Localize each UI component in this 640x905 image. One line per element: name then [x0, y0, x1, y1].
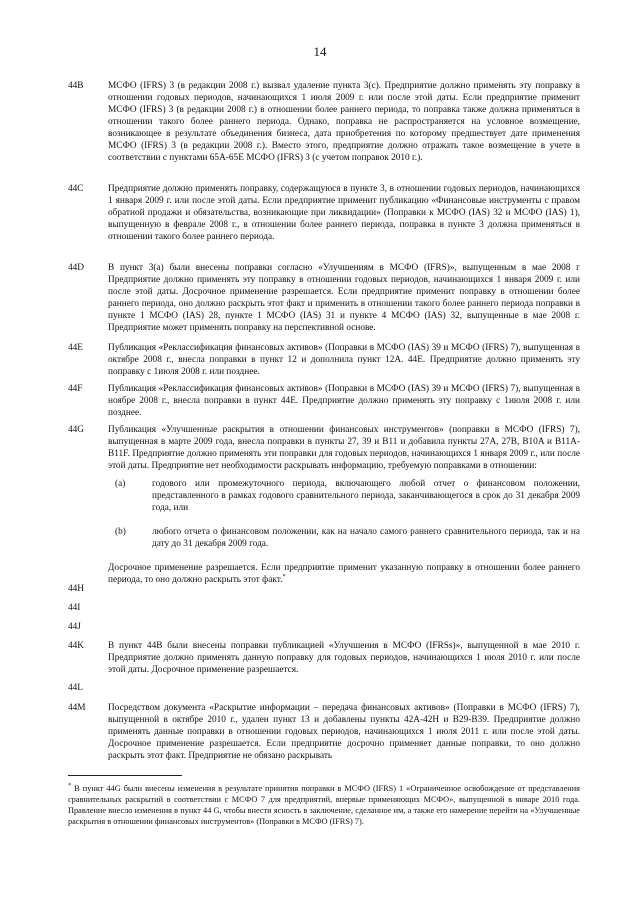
paragraph-text: Посредством документа «Раскрытие информации – передача финансовых активов» (Поправки в МСФО (IFRS) 7), выпущенной в октябре 2010 г., удален пункт 13 и добавлены пункты 42A-42H и B29-B39. Предприятие должно применять данные поправки в отношении годовых периодов, начинающихся 1 июля 2011 г. или после этой даты. Досрочное применение разрешается. Если предприятие досрочно применяет данные поправки, то оно должно раскрыть этот факт. Предприятие не обязано раскрывать — [108, 703, 580, 761]
paragraph-number: 44J — [68, 622, 81, 632]
paragraph-number: 44I — [68, 603, 81, 613]
paragraph-44e — [68, 342, 580, 378]
paragraph-44m — [68, 702, 580, 762]
paragraph-text: Предприятие должно применять поправку, содержащуюся в пункте 3, в отношении годовых периодов, начинающихся 1 января 2009 г. или после этой даты. Если предприятие применит публикацию «Финансовые инструменты с правом обратной продажи и обязательства, возникающие при ликвидации» (Поправки к МСФО (IAS) 32 и МСФО (IAS) 1), выпущенную в феврале 2008 г., в отношении более раннего периода, поправка в пункте 3 должна применяться в отношении такого более раннего периода. — [108, 184, 580, 242]
paragraph-44d — [68, 262, 580, 334]
list-item-text: годового или промежуточного периода, включающего любой отчет о финансовом положении, представленного в рамках годового сравнительного периода, заканчивающегося в срок до 31 декабря 2009 года, или — [152, 479, 580, 513]
paragraph-number: 44F — [68, 384, 83, 394]
paragraph-number: 44E — [68, 343, 83, 353]
paragraph-number: 44L — [68, 683, 83, 693]
paragraph-text: Публикация «Реклассификация финансовых активов» (Поправки в МСФО (IAS) 39 и МСФО (IFRS) 7), выпущенная в октябре 2008 г., внесла поправки в пункт 12 и дополнила пункт 12A. 44E. Предприятие должно применять эту поправку с 1июля 2008 г. или позднее. — [108, 343, 580, 377]
paragraph-number: 44C — [68, 184, 84, 194]
list-item-label: (a) — [115, 479, 126, 489]
paragraph-44b — [68, 80, 580, 164]
page-number: 14 — [313, 44, 327, 59]
list-item-a — [108, 478, 580, 514]
paragraph-44k — [68, 640, 580, 676]
footnote-marker: * — [68, 782, 72, 790]
paragraph-number: 44G — [68, 425, 85, 435]
paragraph-number: 44M — [68, 703, 86, 713]
paragraph-number: 44B — [68, 81, 84, 91]
footnote-marker: * — [282, 572, 286, 580]
footnote — [68, 783, 580, 827]
paragraph-text: Публикация «Улучшенные раскрытия в отношении финансовых инструментов» (поправки в МСФО (IFRS) 7), выпущенная в марте 2009 года, внесла поправки в пункты 27, 39 и B11 и добавила пункты 27A, 27B, B10A и B11A-B11F. Предприятие должно применять эти поправки для годовых периодов, начинающихся 1 января 2009 г., или после этой даты. Предприятие нет необходимости раскрывать информацию, требуемую поправками в отношении: — [108, 425, 580, 471]
list-item-text: любого отчета о финансовом положении, как на начало самого раннего сравнительного периода, так и на дату до 31 декабря 2009 года. — [152, 527, 580, 549]
paragraph-number: 44H — [68, 584, 85, 594]
list-item-b — [108, 526, 580, 550]
paragraph-44g — [68, 424, 580, 586]
paragraph-number: 44D — [68, 263, 85, 273]
list-item-label: (b) — [115, 527, 126, 537]
paragraph-number: 44K — [68, 641, 85, 651]
footnote-text: В пункт 44G были внесены изменения в результате принятия поправки в МСФО (IFRS) 1 «Ограниченное освобождение от представления сравнительных раскрытий в соответствии с МСФО 7 для предприятий, впервые применяющих МСФО», выпущенной в январе 2010 года. Правление внесло изменения в пункт 44 G, чтобы внести ясность в заключение, сделанное им, а также его намерение перейти на «Улучшенные раскрытия в отношении финансовых инструментов» (Поправки в МСФО (IFRS) 7). — [68, 784, 581, 826]
paragraph-text: Публикация «Реклассификация финансовых активов» (Поправки в МСФО (IAS) 39 и МСФО (IFRS) 7), выпущенная в ноябре 2008 г., внесла поправки в пункт 44E. Предприятие должно применять эту поправку с 1июля 2008 г. или позднее. — [108, 384, 580, 418]
paragraph-44f — [68, 383, 580, 419]
footnote-divider — [68, 775, 182, 776]
paragraph-text: В пункт 3(а) были внесены поправки согласно «Улучшениям в МСФО (IFRS)», выпущенным в мае 2008 г Предприятие должно применять эту поправку в отношении годовых периодов, начинающихся 1 января 2009 г. или после этой даты. Досрочное применение разрешается. Если предприятие применит поправку в отношении более раннего периода, оно должно раскрыть этот факт и применить в отношении такого более раннего периода поправки в пункте 1 МСФО (IAS) 28, пункте 1 МСФО (IAS) 31 и пункте 4 МСФО (IAS) 32, выпущенные в мае 2008 г. Предприятие может применять поправку на перспективной основе. — [108, 263, 580, 333]
paragraph-44c — [68, 183, 580, 243]
paragraph-closing-text: Досрочное применение разрешается. Если предприятие применит указанную поправку в отношении более раннего периода, то оно должно раскрыть этот факт.* — [108, 563, 580, 585]
paragraph-text: МСФО (IFRS) 3 (в редакции 2008 г.) вызвал удаление пункта 3(c). Предприятие должно применять эту поправку в отношении годовых периодов, начинающихся 1 июля 2009 г. или после этой даты. Если предприятие применит МСФО (IFRS) 3 (в редакции 2008 г.) в отношении более раннего периода, то поправка также должна применяться в отношении такого более раннего периода. Однако, поправка не распространяется на условное возмещение, возникающее в результате объединения бизнеса, дата приобретения по которому предшествует дате применения МСФО (IFRS) 3 (в редакции 2008 г.). Вместо этого, предприятие должно отражать такое возмещение в учете в соответствии с пунктами 65A-65E МСФО (IFRS) 3 (с учетом поправок 2010 г.). — [108, 81, 580, 163]
paragraph-text: В пункт 44B были внесены поправки публикацией «Улучшения в МСФО (IFRSs)», выпущенной в мае 2010 г. Предприятие должно применять данную поправку для годовых периодов, начинающихся 1 июля 2010 г. или после этой даты. Досрочное применение разрешается. — [108, 641, 580, 675]
